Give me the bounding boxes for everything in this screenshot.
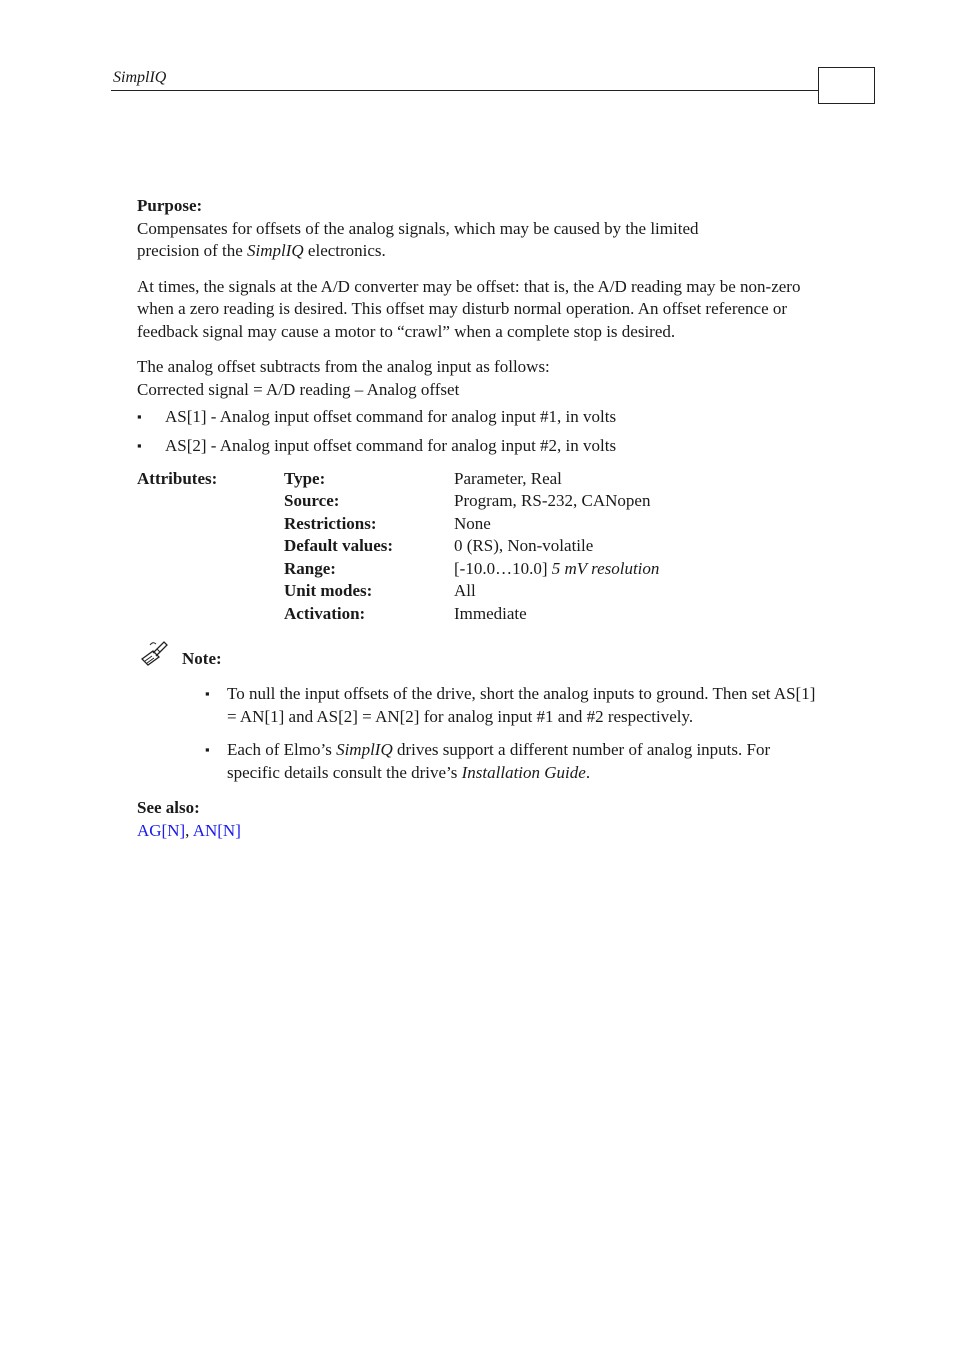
range-resolution: 5 mV resolution — [551, 558, 660, 578]
range-value: [-10.0…10.0] — [454, 558, 552, 578]
attribute-value: Immediate — [454, 603, 527, 623]
attribute-value — [454, 558, 659, 581]
table-row — [137, 603, 659, 626]
table-row — [137, 513, 659, 536]
document-body — [137, 195, 827, 842]
attribute-label: Restrictions: — [284, 513, 377, 533]
table-row — [137, 535, 659, 558]
formula-line: Corrected signal = A/D reading – Analog offset — [137, 379, 460, 399]
note-item-2-middle: drives support a different number of analog inputs. For specific details consult the drive’s — [227, 740, 771, 782]
installation-guide-title: Installation Guide — [461, 762, 586, 782]
note-list — [205, 683, 825, 784]
note-item-2-end: . — [585, 762, 591, 782]
note-heading: Note: — [182, 649, 222, 668]
link-ag-n[interactable]: AG[N] — [137, 820, 186, 840]
attributes-heading: Attributes: — [137, 468, 218, 488]
brand-name: SimplIQ — [247, 241, 304, 260]
attribute-label: Type: — [284, 468, 326, 488]
attribute-value: 0 (RS), Non-volatile — [454, 536, 594, 555]
attribute-label: Activation: — [284, 603, 366, 623]
purpose-paragraph-2: At times, the signals at the A/D converter may be offset: that is, the A/D reading may be non-zero when a zero reading is desired. This offset may disturb normal operation. An offset reference or feedback signal may cause a motor to “crawl” when a complete stop is desired. — [137, 276, 801, 341]
purpose-line-2-end: electronics. — [303, 241, 386, 260]
list-item — [205, 739, 825, 784]
attribute-value: All — [454, 581, 476, 600]
see-also-heading: See also: — [137, 798, 200, 817]
header-title: SimplIQ — [113, 69, 167, 86]
attribute-label: Default values: — [284, 536, 394, 555]
attribute-label: Source: — [284, 491, 340, 510]
page-number-box — [818, 67, 875, 104]
attribute-value: Parameter, Real — [454, 468, 562, 488]
purpose-line-2-text: precision of the — [137, 241, 247, 260]
attribute-value: None — [454, 513, 491, 533]
purpose-line-2 — [137, 240, 827, 263]
list-item: ▪ AS[1] - Analog input offset command for analog input #1, in volts — [137, 406, 827, 429]
table-row — [137, 580, 659, 603]
pen-note-icon — [139, 639, 169, 669]
attributes-table — [137, 468, 659, 626]
note-block — [137, 643, 827, 673]
purpose-paragraph-3-line-1: The analog offset subtracts from the analog input as follows: — [137, 357, 550, 376]
table-row — [137, 490, 659, 513]
see-also-links — [137, 820, 827, 843]
list-item: ▪ To null the input offsets of the drive, short the analog inputs to ground. Then set AS[1] = AN[1] and AS[2] = AN[2] for analog input #1 and #2 respectively. — [205, 683, 825, 728]
link-an-n[interactable]: AN[N] — [192, 820, 241, 840]
attribute-label: Unit modes: — [284, 581, 373, 600]
attribute-value: Program, RS-232, CANopen — [454, 491, 651, 510]
brand-name: SimplIQ — [336, 740, 393, 759]
purpose-line-1: Compensates for offsets of the analog signals, which may be caused by the limited — [137, 218, 699, 238]
note-item-2-start: Each of Elmo’s — [227, 740, 337, 759]
list-item: ▪ AS[2] - Analog input offset command for analog input #2, in volts — [137, 435, 827, 458]
table-row — [137, 468, 659, 491]
link-separator: , — [185, 820, 193, 840]
purpose-heading: Purpose: — [137, 196, 203, 215]
offset-command-list — [137, 406, 827, 458]
header-rule — [111, 90, 819, 91]
table-row — [137, 558, 659, 581]
attribute-label: Range: — [284, 558, 336, 578]
